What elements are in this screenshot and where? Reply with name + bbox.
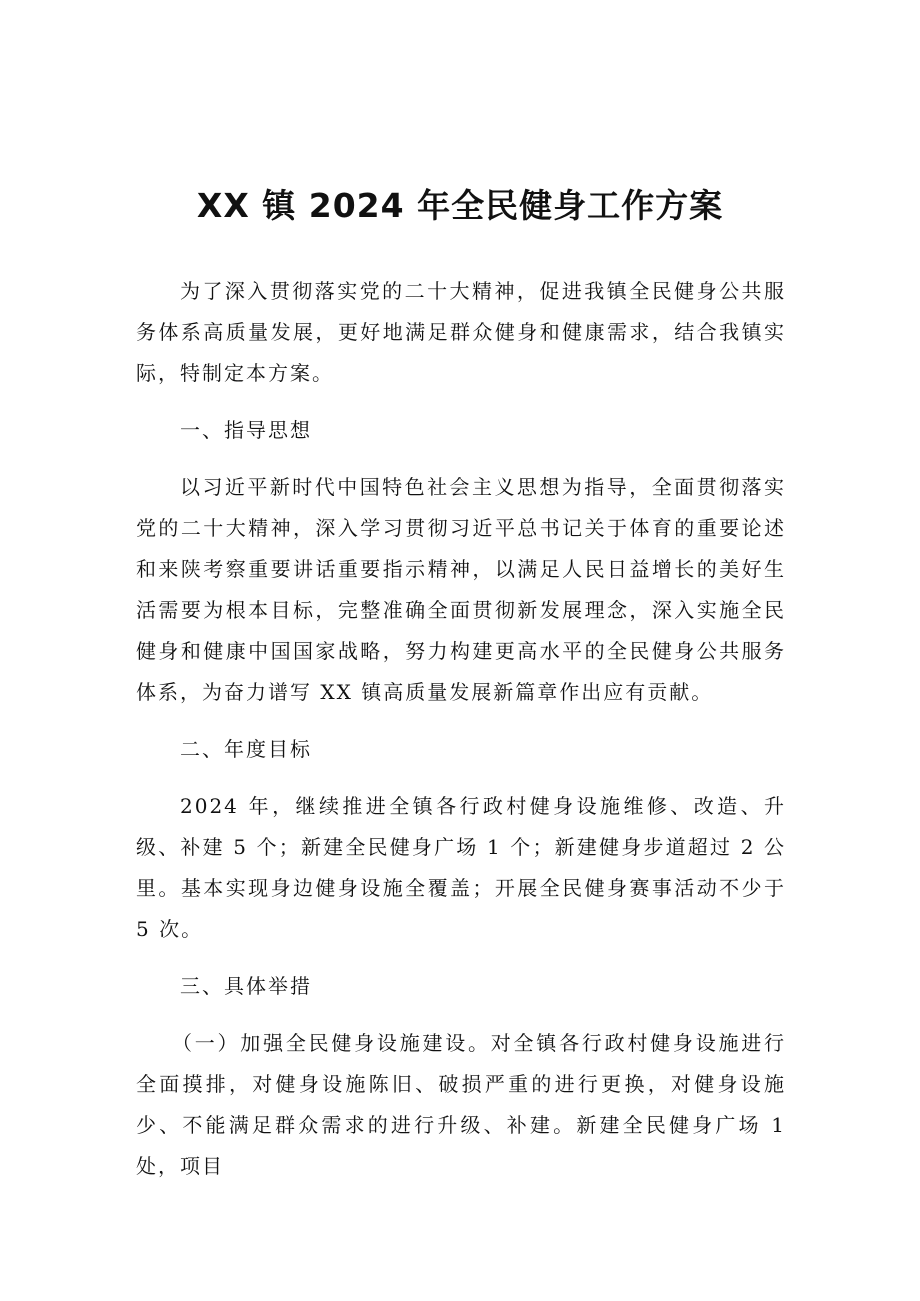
section-heading-guiding-ideology: 一、指导思想 <box>180 418 312 442</box>
section-heading-specific-measures: 三、具体举措 <box>180 974 312 998</box>
intro-paragraph: 为了深入贯彻落实党的二十大精神，促进我镇全民健身公共服务体系高质量发展，更好地满足群众健身和健康需求，结合我镇实际，特制定本方案。 <box>136 279 786 385</box>
section-heading-annual-goals: 二、年度目标 <box>180 737 312 761</box>
document-title: XX 镇 2024 年全民健身工作方案 <box>196 186 724 225</box>
annual-goals-paragraph: 2024 年，继续推进全镇各行政村健身设施维修、改造、升级、补建 5 个；新建全民健身广场 1 个；新建健身步道超过 2 公里。基本实现身边健身设施全覆盖；开展全民健身赛事活动不少于 5 次。 <box>136 794 786 941</box>
document-body <box>136 271 786 1203</box>
guiding-ideology-paragraph: 以习近平新时代中国特色社会主义思想为指导，全面贯彻落实党的二十大精神，深入学习贯彻习近平总书记关于体育的重要论述和来陕考察重要讲话重要指示精神，以满足人民日益增长的美好生活需要为根本目标，完整准确全面贯彻新发展理念，深入实施全民健身和健康中国国家战略，努力构建更高水平的全民健身公共服务体系，为奋力谱写 XX 镇高质量发展新篇章作出应有贡献。 <box>136 475 786 704</box>
measure-item-1-paragraph: （一）加强全民健身设施建设。对全镇各行政村健身设施进行全面摸排，对健身设施陈旧、破损严重的进行更换，对健身设施少、不能满足群众需求的进行升级、补建。新建全民健身广场 1 处，项目 <box>136 1031 786 1178</box>
